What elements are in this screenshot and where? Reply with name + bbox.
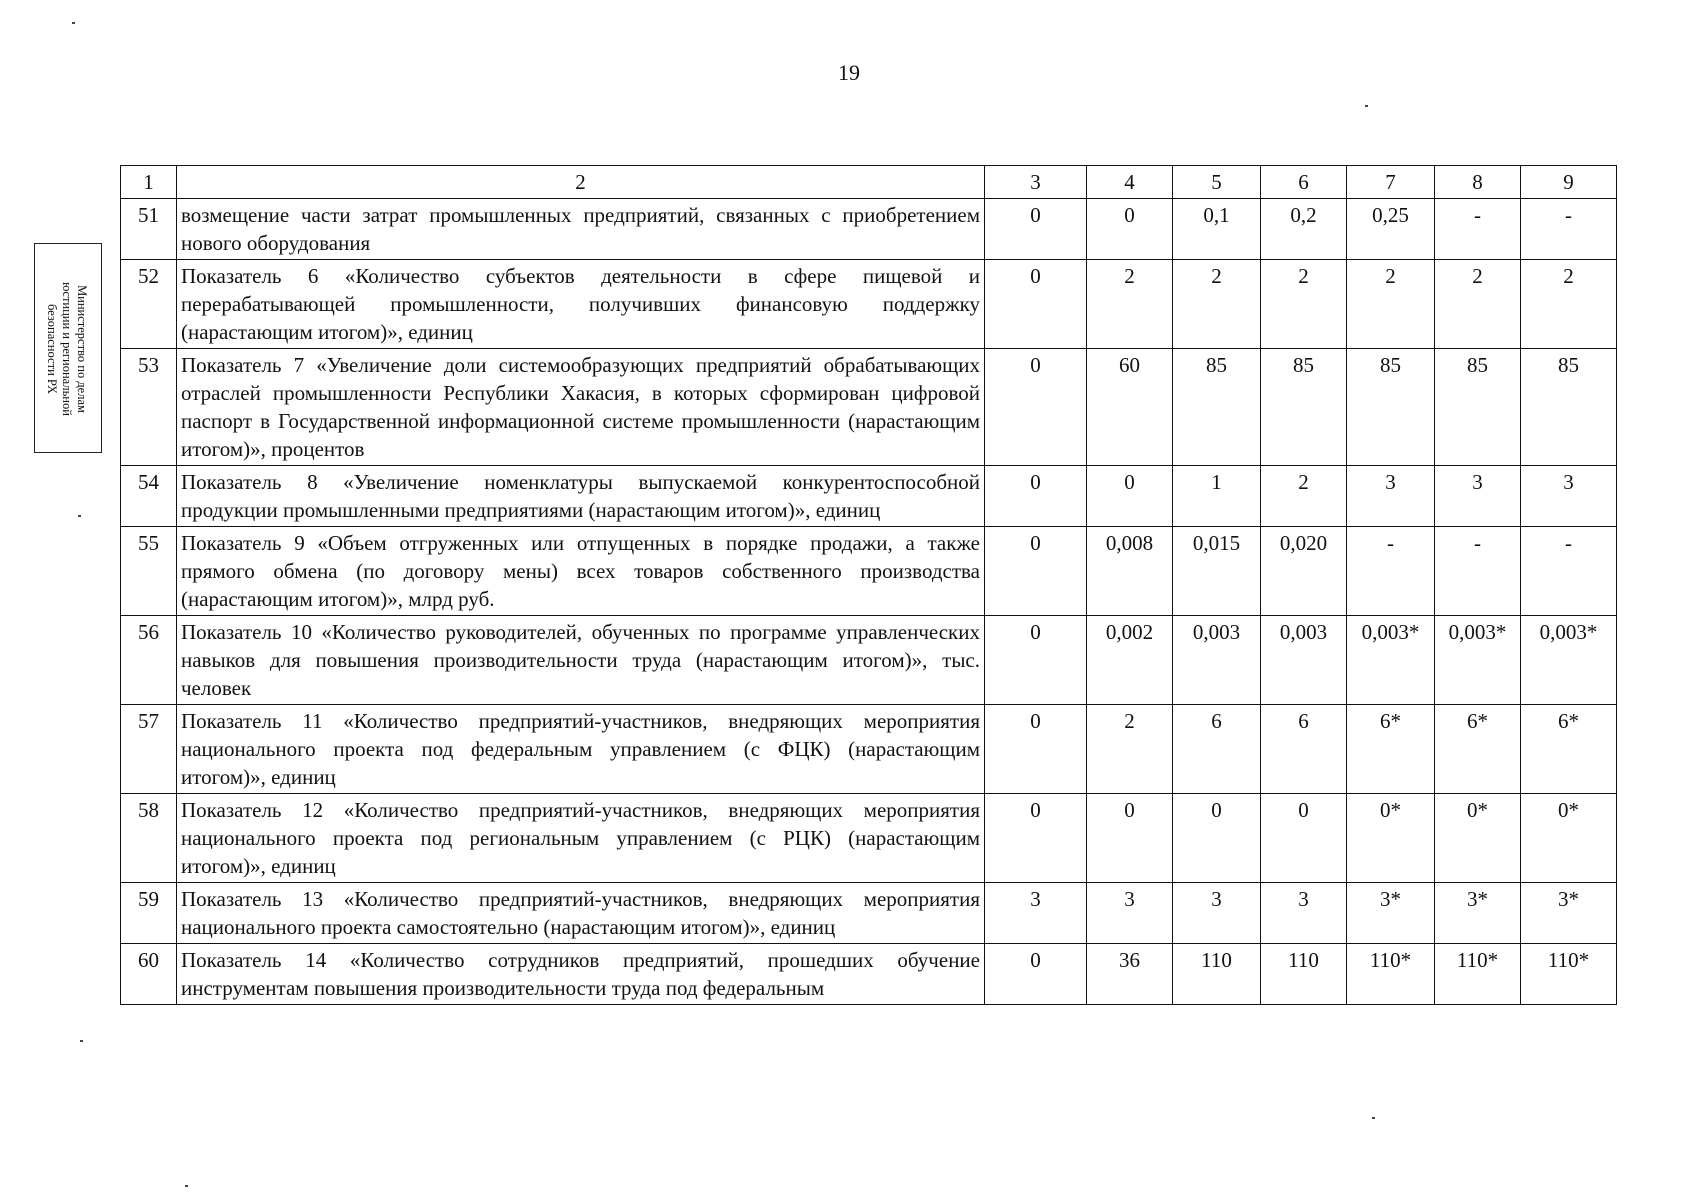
value-cell: 3* bbox=[1435, 883, 1521, 944]
value-cell: 3 bbox=[1087, 883, 1173, 944]
value-cell: - bbox=[1435, 527, 1521, 616]
value-cell: 0 bbox=[985, 199, 1087, 260]
indicator-description: Показатель 14 «Количество сотрудников предприятий, прошедших обучение инструментам повышения производительности труда под федеральным bbox=[177, 944, 985, 1005]
row-number: 57 bbox=[121, 705, 177, 794]
value-cell: 0 bbox=[1087, 794, 1173, 883]
page-number: 19 bbox=[838, 60, 860, 85]
value-cell: 0 bbox=[985, 705, 1087, 794]
value-cell: 110* bbox=[1435, 944, 1521, 1005]
value-cell: 3 bbox=[1435, 466, 1521, 527]
value-cell: 6 bbox=[1261, 705, 1347, 794]
value-cell: 110* bbox=[1521, 944, 1617, 1005]
value-cell: 85 bbox=[1261, 349, 1347, 466]
row-number: 56 bbox=[121, 616, 177, 705]
value-cell: 2 bbox=[1435, 260, 1521, 349]
row-number: 55 bbox=[121, 527, 177, 616]
table-header-row bbox=[121, 166, 1617, 199]
value-cell: 3* bbox=[1521, 883, 1617, 944]
value-cell: 0 bbox=[985, 616, 1087, 705]
value-cell: 60 bbox=[1087, 349, 1173, 466]
value-cell: 2 bbox=[1347, 260, 1435, 349]
column-header: 7 bbox=[1347, 166, 1435, 199]
value-cell: 0,003 bbox=[1261, 616, 1347, 705]
value-cell: 0 bbox=[1261, 794, 1347, 883]
indicator-description: Показатель 7 «Увеличение доли системообразующих предприятий обрабатывающих отраслей промышленности Республики Хакасия, в которых сформирован цифровой паспорт в Государственной информационной системе промышленности (нарастающим итогом)», процентов bbox=[177, 349, 985, 466]
value-cell: 0,2 bbox=[1261, 199, 1347, 260]
value-cell: 3 bbox=[1173, 883, 1261, 944]
indicator-description: Показатель 10 «Количество руководителей, обученных по программе управленческих навыков для повышения производительности труда (нарастающим итогом)», тыс. человек bbox=[177, 616, 985, 705]
value-cell: - bbox=[1521, 199, 1617, 260]
value-cell: 0 bbox=[1173, 794, 1261, 883]
value-cell: 0 bbox=[985, 527, 1087, 616]
value-cell: 2 bbox=[1173, 260, 1261, 349]
indicator-description: Показатель 9 «Объем отгруженных или отпущенных в порядке продажи, а также прямого обмена (по договору мены) всех товаров собственного производства (нарастающим итогом)», млрд руб. bbox=[177, 527, 985, 616]
value-cell: 3 bbox=[985, 883, 1087, 944]
registration-stamp-text bbox=[34, 244, 101, 453]
value-cell: 0 bbox=[1087, 199, 1173, 260]
value-cell: - bbox=[1347, 527, 1435, 616]
value-cell: 110 bbox=[1173, 944, 1261, 1005]
indicators-table-wrap bbox=[120, 165, 1616, 1005]
value-cell: 110* bbox=[1347, 944, 1435, 1005]
column-header: 8 bbox=[1435, 166, 1521, 199]
value-cell: 0 bbox=[985, 260, 1087, 349]
indicator-description: Показатель 13 «Количество предприятий-участников, внедряющих мероприятия национального проекта самостоятельно (нарастающим итогом)», единиц bbox=[177, 883, 985, 944]
value-cell: - bbox=[1521, 527, 1617, 616]
stamp-line: безопасности РХ bbox=[45, 304, 60, 394]
value-cell: 85 bbox=[1347, 349, 1435, 466]
value-cell: 0,003* bbox=[1521, 616, 1617, 705]
indicator-description: возмещение части затрат промышленных предприятий, связанных с приобретением нового оборудования bbox=[177, 199, 985, 260]
row-number: 52 bbox=[121, 260, 177, 349]
value-cell: 0,008 bbox=[1087, 527, 1173, 616]
indicator-description: Показатель 12 «Количество предприятий-участников, внедряющих мероприятия национального проекта под региональным управлением (с РЦК) (нарастающим итогом)», единиц bbox=[177, 794, 985, 883]
registration-stamp bbox=[34, 243, 102, 453]
row-number: 60 bbox=[121, 944, 177, 1005]
row-number: 53 bbox=[121, 349, 177, 466]
value-cell: 0,1 bbox=[1173, 199, 1261, 260]
value-cell: 2 bbox=[1087, 260, 1173, 349]
row-number: 51 bbox=[121, 199, 177, 260]
column-header: 5 bbox=[1173, 166, 1261, 199]
row-number: 59 bbox=[121, 883, 177, 944]
stamp-line: юстиции и региональной bbox=[60, 282, 75, 416]
table-row bbox=[121, 944, 1617, 1005]
table-row bbox=[121, 794, 1617, 883]
value-cell: 2 bbox=[1087, 705, 1173, 794]
indicators-table bbox=[120, 165, 1617, 1005]
table-row bbox=[121, 260, 1617, 349]
value-cell: 0 bbox=[985, 794, 1087, 883]
value-cell: 110 bbox=[1261, 944, 1347, 1005]
indicator-description: Показатель 11 «Количество предприятий-участников, внедряющих мероприятия национального проекта под федеральным управлением (с ФЦК) (нарастающим итогом)», единиц bbox=[177, 705, 985, 794]
table-row bbox=[121, 199, 1617, 260]
table-row bbox=[121, 883, 1617, 944]
value-cell: 6* bbox=[1435, 705, 1521, 794]
value-cell: 3 bbox=[1261, 883, 1347, 944]
column-header: 4 bbox=[1087, 166, 1173, 199]
value-cell: 3 bbox=[1521, 466, 1617, 527]
value-cell: 0* bbox=[1347, 794, 1435, 883]
value-cell: 0,003* bbox=[1435, 616, 1521, 705]
value-cell: - bbox=[1435, 199, 1521, 260]
table-row bbox=[121, 616, 1617, 705]
table-row bbox=[121, 466, 1617, 527]
table-row bbox=[121, 705, 1617, 794]
value-cell: 3 bbox=[1347, 466, 1435, 527]
value-cell: 0,002 bbox=[1087, 616, 1173, 705]
value-cell: 1 bbox=[1173, 466, 1261, 527]
stamp-line: Министерство по делам bbox=[75, 285, 90, 413]
value-cell: 85 bbox=[1173, 349, 1261, 466]
value-cell: 0,003 bbox=[1173, 616, 1261, 705]
table-row bbox=[121, 527, 1617, 616]
column-header: 1 bbox=[121, 166, 177, 199]
column-header: 6 bbox=[1261, 166, 1347, 199]
indicator-description: Показатель 6 «Количество субъектов деятельности в сфере пищевой и перерабатывающей промышленности, получивших финансовую поддержку (нарастающим итогом)», единиц bbox=[177, 260, 985, 349]
value-cell: 0,25 bbox=[1347, 199, 1435, 260]
value-cell: 0* bbox=[1435, 794, 1521, 883]
value-cell: 0 bbox=[985, 944, 1087, 1005]
value-cell: 3* bbox=[1347, 883, 1435, 944]
row-number: 58 bbox=[121, 794, 177, 883]
value-cell: 2 bbox=[1521, 260, 1617, 349]
value-cell: 0,003* bbox=[1347, 616, 1435, 705]
value-cell: 0 bbox=[985, 349, 1087, 466]
row-number: 54 bbox=[121, 466, 177, 527]
value-cell: 36 bbox=[1087, 944, 1173, 1005]
indicator-description: Показатель 8 «Увеличение номенклатуры выпускаемой конкурентоспособной продукции промышленными предприятиями (нарастающим итогом)», единиц bbox=[177, 466, 985, 527]
column-header: 9 bbox=[1521, 166, 1617, 199]
value-cell: 0,020 bbox=[1261, 527, 1347, 616]
column-header: 2 bbox=[177, 166, 985, 199]
value-cell: 85 bbox=[1435, 349, 1521, 466]
value-cell: 0 bbox=[1087, 466, 1173, 527]
table-row bbox=[121, 349, 1617, 466]
value-cell: 6* bbox=[1347, 705, 1435, 794]
value-cell: 0* bbox=[1521, 794, 1617, 883]
value-cell: 85 bbox=[1521, 349, 1617, 466]
value-cell: 6* bbox=[1521, 705, 1617, 794]
value-cell: 0,015 bbox=[1173, 527, 1261, 616]
value-cell: 2 bbox=[1261, 260, 1347, 349]
value-cell: 0 bbox=[985, 466, 1087, 527]
value-cell: 6 bbox=[1173, 705, 1261, 794]
value-cell: 2 bbox=[1261, 466, 1347, 527]
column-header: 3 bbox=[985, 166, 1087, 199]
